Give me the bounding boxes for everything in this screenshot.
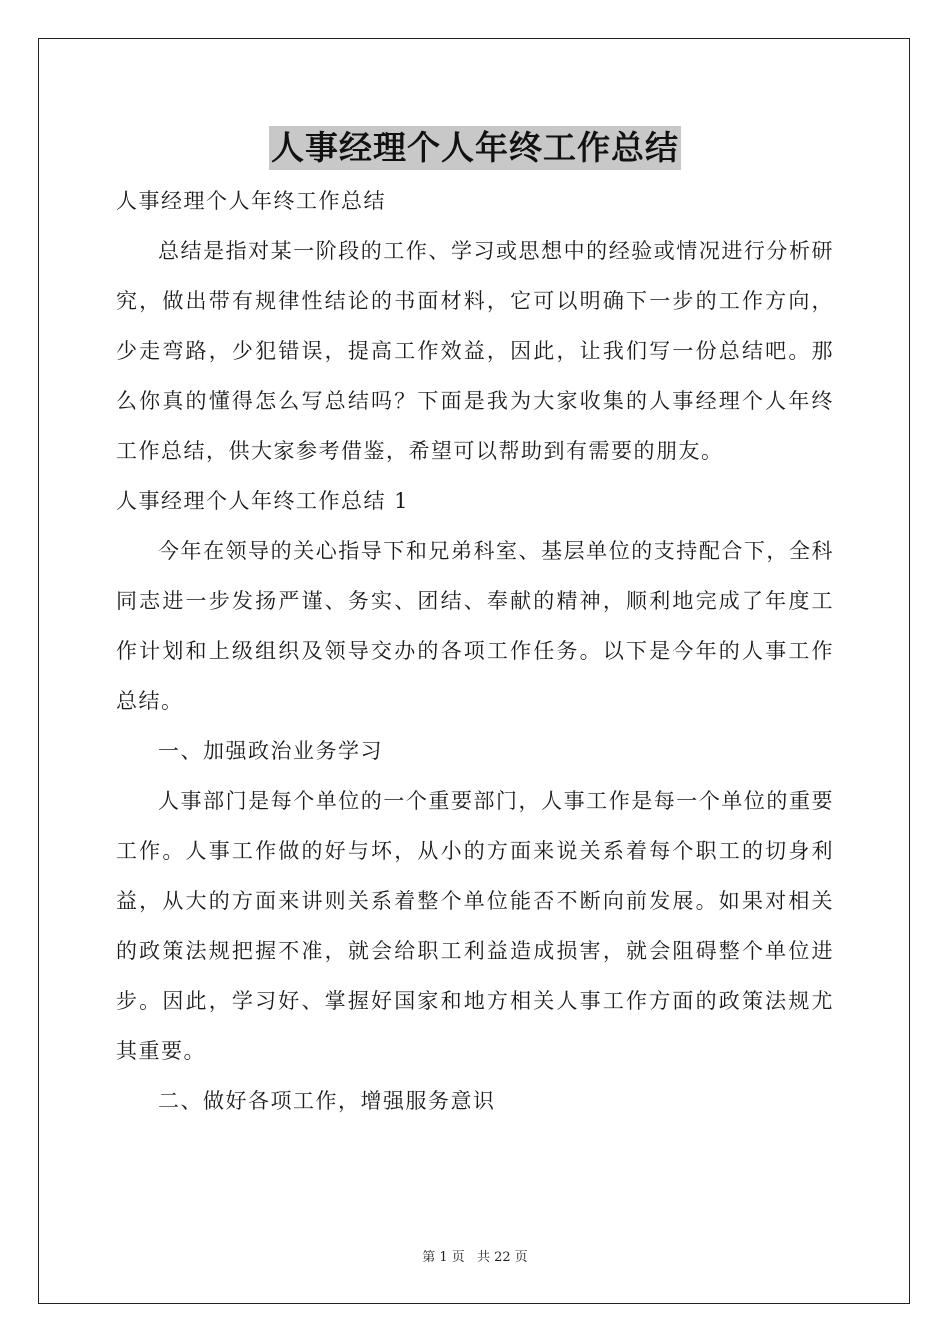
paragraph-subtitle: 人事经理个人年终工作总结: [116, 189, 386, 213]
paragraph-heading-2: 二、做好各项工作，增强服务意识: [158, 1089, 496, 1113]
page-total: 共 22 页: [476, 1250, 528, 1265]
paragraph-intro: 总结是指对某一阶段的工作、学习或思想中的经验或情况进行分析研究，做出带有规律性结论的书面材料，它可以明确下一步的工作方向，少走弯路，少犯错误，提高工作效益，因此，让我们写一份总结吧。那么你真的懂得怎么写总结吗？下面是我为大家收集的人事经理个人年终工作总结，供大家参考借鉴，希望可以帮助到有需要的朋友。: [116, 239, 834, 463]
title-container: [0, 126, 950, 170]
paragraph-heading-1: 一、加强政治业务学习: [158, 739, 383, 763]
page-number: 第 1 页: [422, 1250, 465, 1265]
document-body: [116, 176, 834, 1126]
paragraph-section-heading: 人事经理个人年终工作总结 1: [116, 489, 410, 513]
paragraph-body: 人事部门是每个单位的一个重要部门，人事工作是每一个单位的重要工作。人事工作做的好与坏，从小的方面来说关系着每个职工的切身利益，从大的方面来讲则关系着整个单位能否不断向前发展。如果对相关的政策法规把握不准，就会给职工利益造成损害，就会阻碍整个单位进步。因此，学习好、掌握好国家和地方相关人事工作方面的政策法规尤其重要。: [116, 789, 834, 1063]
page-footer: [0, 1246, 950, 1265]
document-title: 人事经理个人年终工作总结: [269, 126, 681, 170]
paragraph-body: 今年在领导的关心指导下和兄弟科室、基层单位的支持配合下，全科同志进一步发扬严谨、务实、团结、奉献的精神，顺利地完成了年度工作计划和上级组织及领导交办的各项工作任务。以下是今年的人事工作总结。: [116, 539, 834, 713]
